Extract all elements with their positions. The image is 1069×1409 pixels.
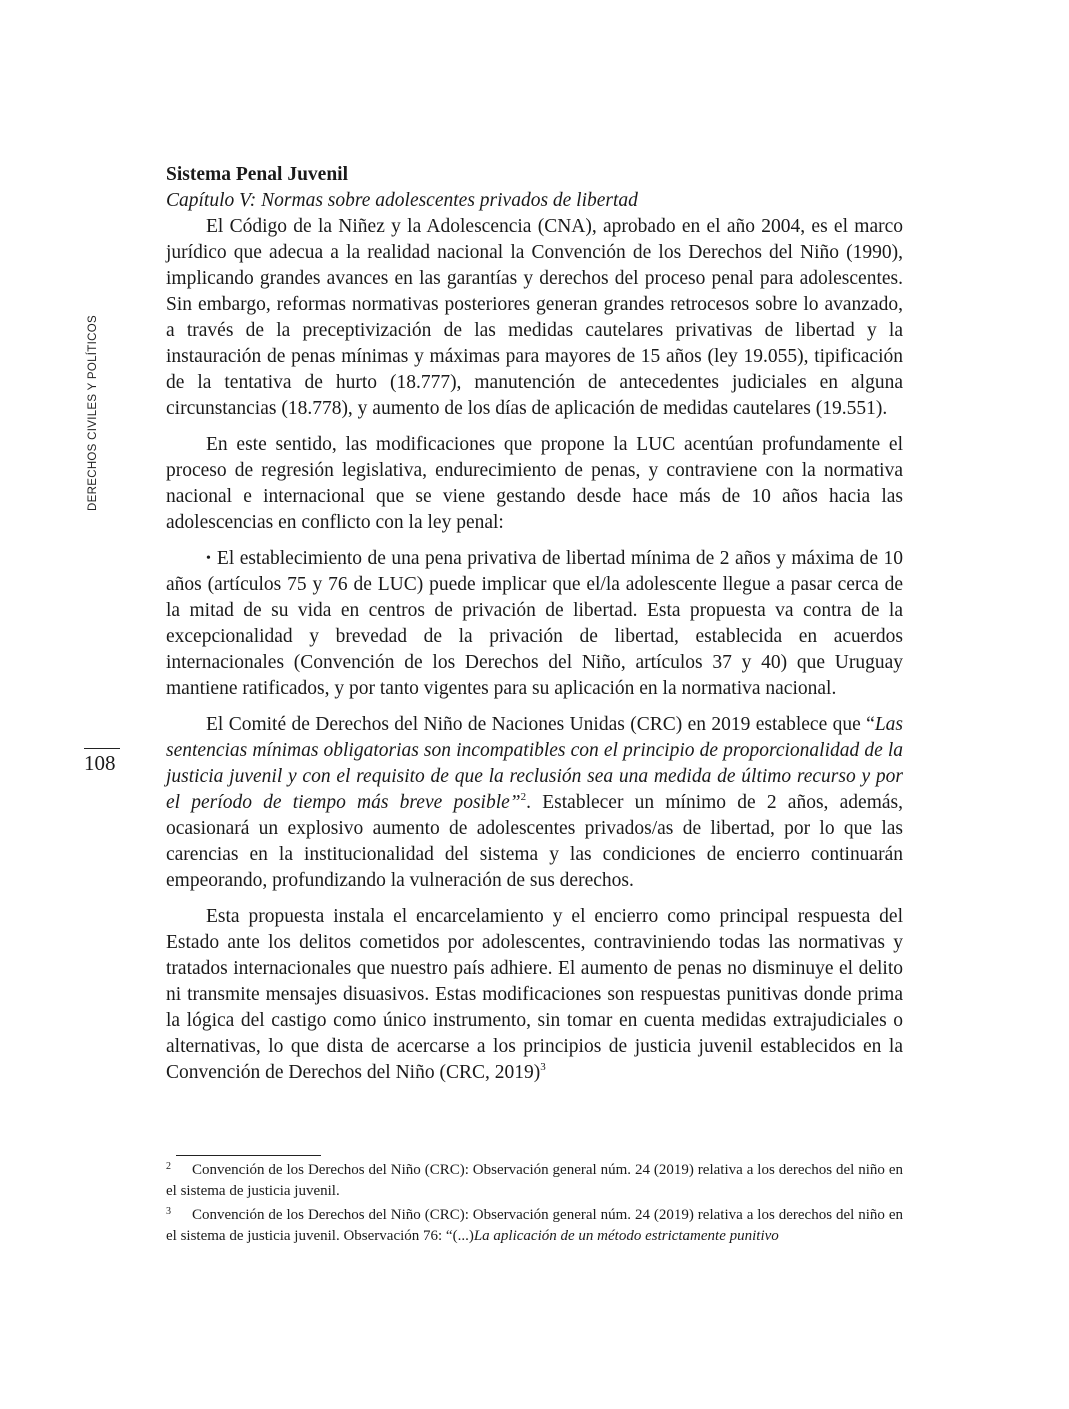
bullet-text: El establecimiento de una pena privativa de libertad mínima de 2 años y máxima de 10 años (artículos 75 y 76 de LUC) puede implicar que el/la adolescente llegue a pasar cerca de la mitad de su vida en centros de privación de libertad. Esta propuesta va contra de la excepcionalidad y brevedad de la privación de libertad, establecida en acuerdos internacionales (Convención de los Derechos del Niño, artículos 37 y 40) que Uruguay mantiene ratificados, y por tanto vigentes para su aplicación en la normativa nacional.	[166, 548, 903, 699]
main-text	[166, 162, 903, 1086]
footnote-text: Convención de los Derechos del Niño (CRC): Observación general núm. 24 (2019) relativa a los derechos del niño en el sistema de justicia juvenil.	[166, 1162, 903, 1199]
section-heading: Sistema Penal Juvenil	[166, 164, 349, 185]
paragraph-3	[166, 712, 903, 894]
footnote-3: 3 Convención de los Derechos del Niño (CRC): Observación general núm. 24 (2019) relativa a los derechos del niño en el sistema de justicia juvenil. Observación 76: “(...)La aplicación de un método estrictamente punitivo	[166, 1206, 903, 1244]
paragraph-3-quote: Las sentencias mínimas obligatorias son incompatibles con el principio de proporcionalidad de la justicia juvenil y con el requisito de que la reclusión sea una medida de último recurso y por el período de tiempo más breve posible	[166, 714, 903, 813]
paragraph-3-start: El Comité de Derechos del Niño de Naciones Unidas (CRC) en 2019 establece que “	[206, 714, 875, 735]
footnote-2: 2 Convención de los Derechos del Niño (CRC): Observación general núm. 24 (2019) relativa a los derechos del niño en el sistema de justicia juvenil.	[166, 1161, 903, 1199]
footnote-ref-2[interactable]: 2	[520, 791, 527, 803]
footnote-italic-tail: La aplicación de un método estrictamente punitivo	[473, 1228, 779, 1244]
paragraph-3-quote-close: ”	[509, 792, 521, 813]
footnote-ref-3[interactable]: 3	[540, 1061, 546, 1073]
page-number: 108	[84, 751, 116, 775]
chapter-subheading: Capítulo V: Normas sobre adolescentes privados de libertad	[166, 190, 638, 211]
footnote-text: Convención de los Derechos del Niño (CRC): Observación general núm. 24 (2019) relativa a los derechos del niño en el sistema de justicia juvenil. Observación 76: “(...)	[166, 1207, 903, 1244]
paragraph-3-end: . Establecer un mínimo de 2 años, además, ocasionará un explosivo aumento de adolescentes privados/as de libertad, por lo que las carencias en la institucionalidad del sistema y las condiciones de encierro continuarán empeorando, profundizando la vulneración de sus derechos.	[166, 792, 903, 891]
footnotes	[166, 1160, 903, 1250]
paragraph-1: El Código de la Niñez y la Adolescencia (CNA), aprobado en el año 2004, es el marco jurídico que adecua a la realidad nacional la Convención de los Derechos del Niño (1990), implicando grandes avances en las garantías y derechos del proceso penal para adolescentes. Sin embargo, reformas normativas posteriores generan grandes retrocesos sobre lo avanzado, a través de la preceptivización de las medidas cautelares privativas de libertad y la instauración de penas mínimas y máximas para mayores de 15 años (ley 19.055), tipificación de la tentativa de hurto (18.777), manutención de antecedentes judiciales en alguna circunstancias (18.778), y aumento de los días de aplicación de medidas cautelares (19.551).	[166, 216, 903, 419]
paragraph-4-text: Esta propuesta instala el encarcelamiento y el encierro como principal respuesta del Estado ante los delitos cometidos por adolescentes, contraviniendo todas las normativas y tratados internacionales que nuestro país adhiere. El aumento de penas no disminuye el delito ni transmite mensajes disuasivos. Estas modificaciones son respuestas punitivas donde prima la lógica del castigo como único instrumento, sin tomar en cuenta medidas extrajudiciales o alternativas, lo que dista de acercarse a los principios de justicia juvenil establecidos en la Convención de Derechos del Niño (CRC, 2019)	[166, 906, 903, 1083]
footnote-separator	[176, 1155, 321, 1156]
bullet-icon: •	[206, 551, 211, 566]
page-number-rule	[84, 748, 120, 749]
bullet-item	[166, 546, 903, 702]
running-section-label: DERECHOS CIVILES Y POLÍTICOS	[87, 315, 99, 511]
paragraph-2: En este sentido, las modificaciones que propone la LUC acentúan profundamente el proceso de regresión legislativa, endurecimiento de penas, y contraviene con la normativa nacional e internacional que se viene gestando desde hace más de 10 años hacia las adolescencias en conflicto con la ley penal:	[166, 434, 903, 533]
paragraph-4	[166, 904, 903, 1086]
